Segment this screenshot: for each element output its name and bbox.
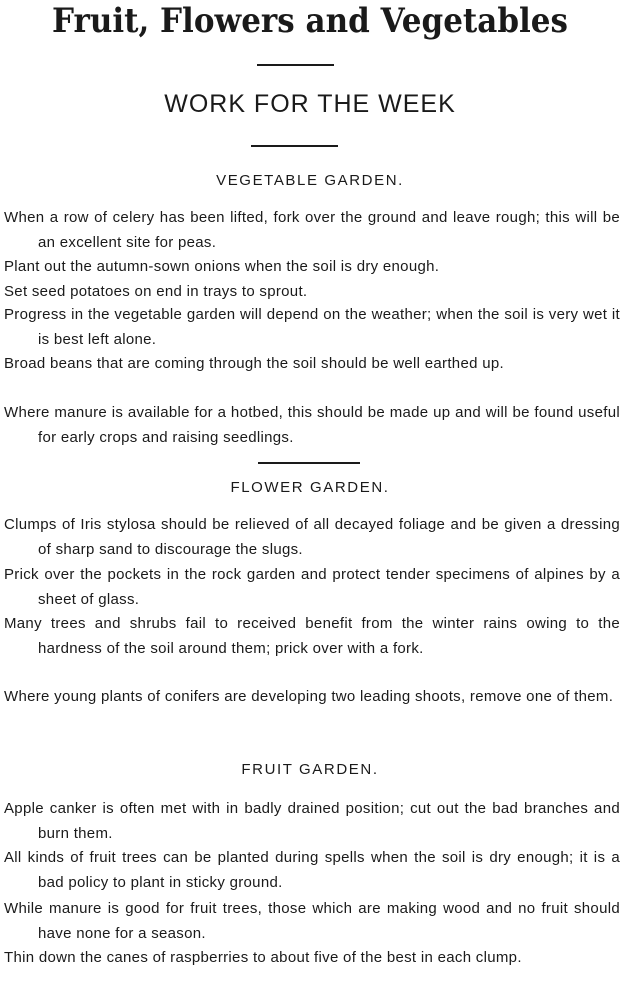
paragraph: Thin down the canes of raspberries to about five of the best in each clump.	[4, 949, 522, 966]
divider-rule	[251, 145, 338, 147]
paragraph: Prick over the pockets in the rock garden and protect tender specimens of alpines by a sheet of glass.	[4, 566, 620, 608]
paragraph: Set seed potatoes on end in trays to sprout.	[4, 283, 308, 300]
paragraph: Where young plants of conifers are developing two leading shoots, remove one of them.	[4, 688, 614, 705]
section-title-flower-garden: FLOWER GARDEN.	[230, 479, 390, 496]
paragraph: Broad beans that are coming through the soil should be well earthed up.	[4, 355, 504, 372]
paragraph: Many trees and shrubs fail to received benefit from the winter rains owing to the hardness of the soil around them; prick over with a fork.	[4, 615, 620, 657]
paragraph: Where manure is available for a hotbed, this should be made up and will be found useful for early crops and raising seedlings.	[4, 404, 620, 446]
divider-rule	[257, 64, 334, 66]
paragraph: When a row of celery has been lifted, fork over the ground and leave rough; this will be an excellent site for peas.	[4, 209, 620, 251]
paragraph: Plant out the autumn-sown onions when the soil is dry enough.	[4, 258, 440, 275]
paragraph: All kinds of fruit trees can be planted during spells when the soil is dry enough; it is a bad policy to plant in sticky ground.	[4, 849, 620, 891]
section-title-fruit-garden: FRUIT GARDEN.	[241, 761, 379, 778]
paragraph: Clumps of Iris stylosa should be relieved of all decayed foliage and be given a dressing of sharp sand to discourage the slugs.	[4, 516, 620, 558]
subhead-title: WORK FOR THE WEEK	[164, 90, 456, 118]
section-title-vegetable-garden: VEGETABLE GARDEN.	[216, 172, 404, 189]
divider-rule	[258, 462, 360, 464]
paragraph: While manure is good for fruit trees, those which are making wood and no fruit should have none for a season.	[4, 900, 620, 942]
masthead-title: Fruit, Flowers and Vegetables	[52, 2, 568, 41]
paragraph: Apple canker is often met with in badly drained position; cut out the bad branches and burn them.	[4, 800, 620, 842]
paragraph: Progress in the vegetable garden will depend on the weather; when the soil is very wet it is best left alone.	[4, 306, 620, 348]
